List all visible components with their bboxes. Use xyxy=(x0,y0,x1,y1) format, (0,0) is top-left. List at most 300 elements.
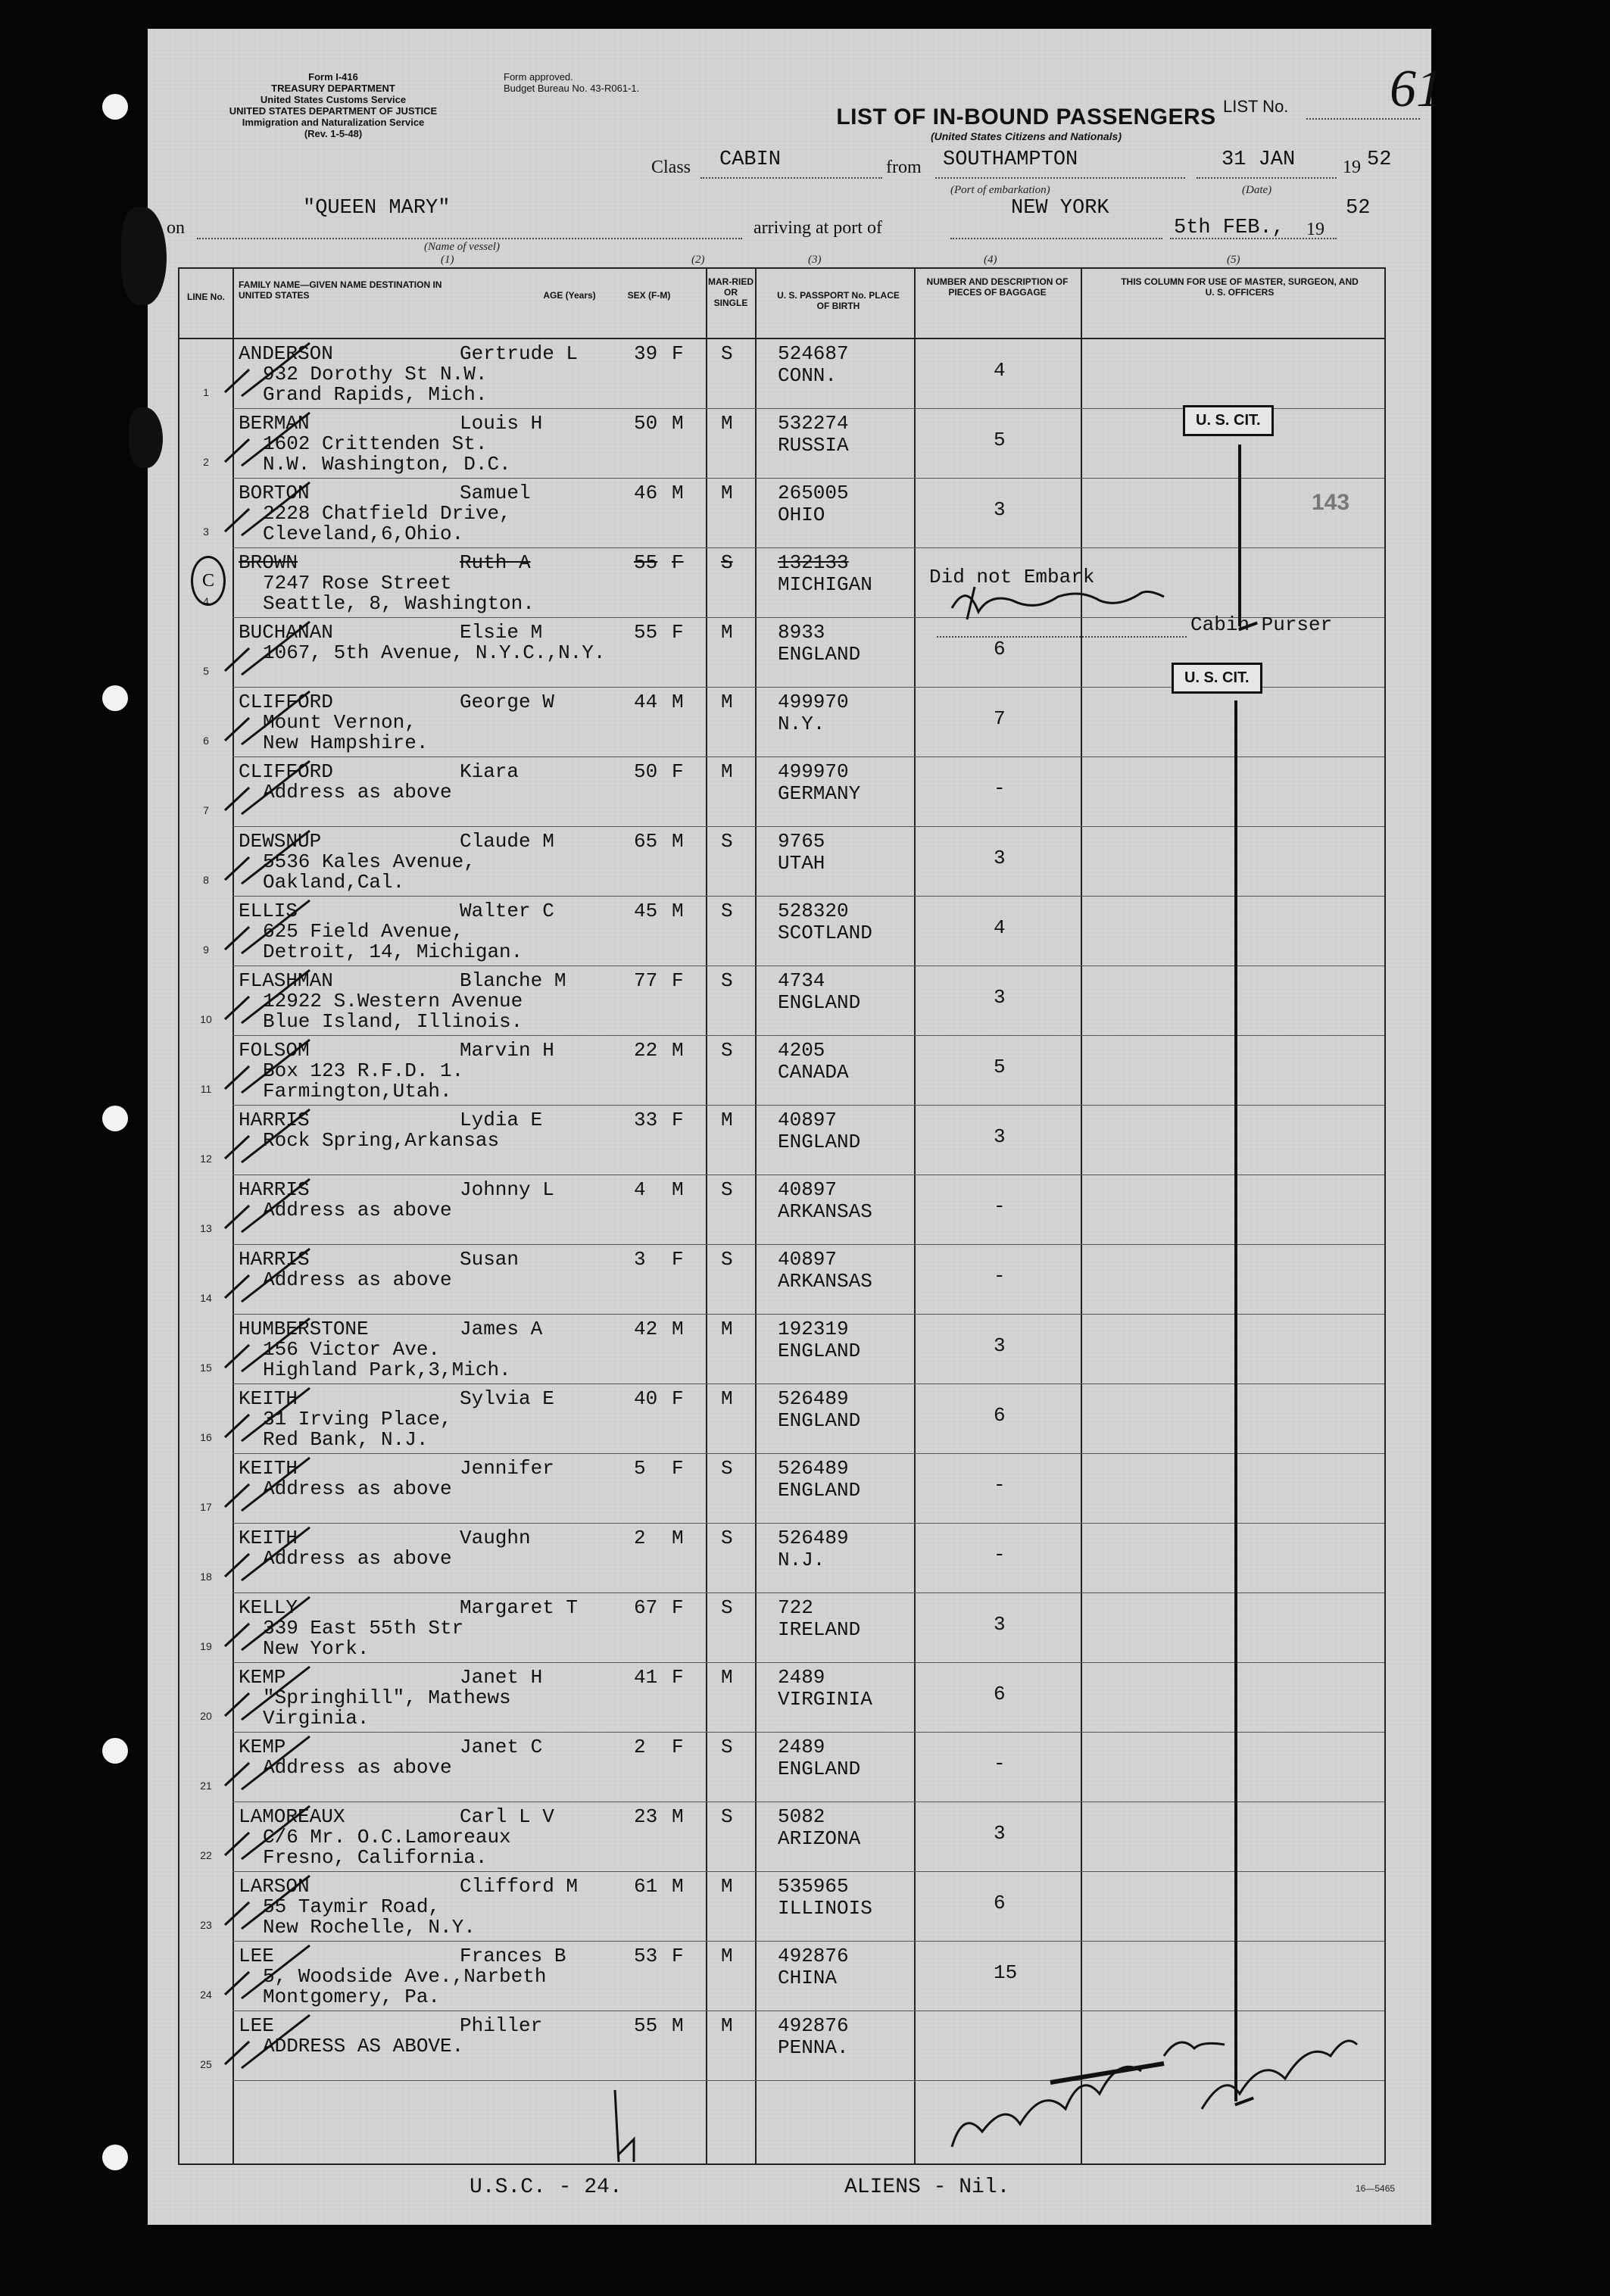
passport-number: 40897 xyxy=(778,1109,838,1131)
address-line: Address as above xyxy=(263,1756,452,1779)
circled-mark: C xyxy=(191,556,226,606)
baggage-count: 5 xyxy=(994,1056,1006,1078)
check-mark xyxy=(219,1175,332,1245)
marital-status: S xyxy=(721,830,733,853)
sex-value: F xyxy=(672,969,684,992)
revision-line: (Rev. 1-5-48) xyxy=(304,128,363,139)
family-name: KEITH xyxy=(239,1387,298,1410)
age-value: 39 xyxy=(634,342,658,365)
baggage-count: 3 xyxy=(994,1334,1006,1357)
family-name: BROWN xyxy=(239,551,298,574)
passport-number: 526489 xyxy=(778,1527,849,1549)
marital-status: S xyxy=(721,1178,733,1201)
col-married: MAR-RIED OR SINGLE xyxy=(708,276,754,308)
age-value: 50 xyxy=(634,760,658,783)
check-mark xyxy=(219,1524,332,1593)
family-name: BERMAN xyxy=(239,412,310,435)
line-number: 18 xyxy=(200,1571,212,1583)
sex-value: F xyxy=(672,760,684,783)
table-row xyxy=(179,1036,1384,1106)
marital-status: M xyxy=(721,760,733,783)
check-mark xyxy=(219,479,332,548)
list-no-label: LIST No. xyxy=(1223,97,1289,116)
agency-line: Immigration and Naturalization Service xyxy=(242,117,425,128)
column-number: (1) xyxy=(441,254,454,266)
check-mark xyxy=(219,1663,332,1733)
address-line: New Hampshire. xyxy=(263,732,429,754)
baggage-count: 3 xyxy=(994,847,1006,869)
baggage-count: 3 xyxy=(994,498,1006,521)
marital-status: M xyxy=(721,1666,733,1689)
place-of-birth: IRELAND xyxy=(778,1618,861,1641)
address-line: Box 123 R.F.D. 1. xyxy=(263,1059,464,1082)
sex-value: F xyxy=(672,551,684,574)
table-row xyxy=(179,1106,1384,1175)
column-number: (5) xyxy=(1227,254,1240,266)
col-name: FAMILY NAME—GIVEN NAME DESTINATION IN UNITED STATES xyxy=(239,279,442,301)
given-name: Vaughn xyxy=(460,1527,531,1549)
passport-number: 4734 xyxy=(778,969,825,992)
place-of-birth: N.J. xyxy=(778,1549,825,1571)
place-of-birth: OHIO xyxy=(778,504,825,526)
col-baggage: NUMBER AND DESCRIPTION OF PIECES OF BAGGAGE xyxy=(926,276,1069,298)
check-mark xyxy=(219,897,332,966)
given-name: Gertrude L xyxy=(460,342,579,365)
dotted-line xyxy=(700,177,882,179)
age-value: 23 xyxy=(634,1805,658,1828)
form-code: 16—5465 xyxy=(1356,2183,1396,2194)
line-number: 23 xyxy=(200,1919,212,1931)
place-of-birth: ARKANSAS xyxy=(778,1200,872,1223)
age-value: 50 xyxy=(634,412,658,435)
line-number: 9 xyxy=(203,944,209,956)
year-prefix: 19 xyxy=(1306,220,1325,239)
age-value: 46 xyxy=(634,482,658,504)
sex-value: F xyxy=(672,1945,684,1967)
sex-value: M xyxy=(672,1318,684,1340)
check-mark xyxy=(219,1942,332,2011)
family-name: FOLSOM xyxy=(239,1039,310,1062)
given-name: Janet C xyxy=(460,1736,543,1758)
marital-status: S xyxy=(721,1527,733,1549)
col-line-no: LINE No. xyxy=(187,292,225,302)
table-row xyxy=(179,966,1384,1036)
check-mark xyxy=(219,1733,332,1802)
sex-value: M xyxy=(672,1039,684,1062)
cabin-purser-label: Cabin Purser xyxy=(1190,613,1333,636)
col-passport: U. S. PASSPORT No. PLACE OF BIRTH xyxy=(777,290,900,311)
marital-status: S xyxy=(721,1805,733,1828)
passport-number: 524687 xyxy=(778,342,849,365)
place-of-birth: CANADA xyxy=(778,1061,849,1084)
place-of-birth: CHINA xyxy=(778,1967,838,1989)
check-mark xyxy=(219,757,332,827)
marital-status: S xyxy=(721,969,733,992)
given-name: Sylvia E xyxy=(460,1387,554,1410)
table-row xyxy=(179,1942,1384,2011)
passport-number: 40897 xyxy=(778,1178,838,1201)
address-line: Virginia. xyxy=(263,1707,370,1730)
age-value: 5 xyxy=(634,1457,646,1480)
baggage-count: 5 xyxy=(994,429,1006,451)
place-of-birth: ENGLAND xyxy=(778,1758,861,1780)
marital-status: S xyxy=(721,1596,733,1619)
place-of-birth: GERMANY xyxy=(778,782,861,805)
vessel-name: "QUEEN MARY" xyxy=(303,197,451,220)
family-name: KEMP xyxy=(239,1666,286,1689)
column-number: (2) xyxy=(691,254,705,266)
address-line: Rock Spring,Arkansas xyxy=(263,1129,500,1152)
passport-number: 265005 xyxy=(778,482,849,504)
age-value: 40 xyxy=(634,1387,658,1410)
passport-number: 2489 xyxy=(778,1666,825,1689)
baggage-count: 6 xyxy=(994,1683,1006,1705)
caption: (Name of vessel) xyxy=(424,241,500,253)
age-value: 22 xyxy=(634,1039,658,1062)
place-of-birth: ENGLAND xyxy=(778,1340,861,1362)
punch-mark xyxy=(121,207,167,305)
address-line: 625 Field Avenue, xyxy=(263,920,464,943)
passport-number: 4205 xyxy=(778,1039,825,1062)
given-name: Janet H xyxy=(460,1666,543,1689)
family-name: HUMBERSTONE xyxy=(239,1318,369,1340)
arriving-label: arriving at port of xyxy=(754,218,882,238)
line-number: 24 xyxy=(200,1989,212,2001)
given-name: Jennifer xyxy=(460,1457,554,1480)
caption: (Port of embarkation) xyxy=(950,184,1050,196)
family-name: FLASHMAN xyxy=(239,969,333,992)
family-name: KELLY xyxy=(239,1596,298,1619)
age-value: 53 xyxy=(634,1945,658,1967)
table-row xyxy=(179,1175,1384,1245)
baggage-count: 6 xyxy=(994,1892,1006,1914)
table-row xyxy=(179,548,1384,618)
baggage-count: - xyxy=(994,777,1006,800)
line-number: 5 xyxy=(203,665,209,677)
form-agency-block xyxy=(167,71,500,139)
punch-mark xyxy=(129,407,163,468)
check-mark xyxy=(219,1036,332,1106)
dotted-line xyxy=(197,238,742,239)
table-row xyxy=(179,1315,1384,1384)
title-text: LIST OF IN-BOUND PASSENGERS xyxy=(836,105,1216,129)
table-row xyxy=(179,757,1384,827)
age-value: 65 xyxy=(634,830,658,853)
arrival-date: 5th FEB., xyxy=(1174,217,1284,239)
line-number: 12 xyxy=(200,1153,212,1165)
marital-status: S xyxy=(721,900,733,922)
baggage-count: 3 xyxy=(994,986,1006,1009)
family-name: ELLIS xyxy=(239,900,298,922)
sex-value: M xyxy=(672,412,684,435)
address-line: 1602 Crittenden St. xyxy=(263,432,488,455)
line-number: 16 xyxy=(200,1431,212,1443)
given-name: Elsie M xyxy=(460,621,543,644)
address-line: 5, Woodside Ave.,Narbeth xyxy=(263,1965,547,1988)
check-mark xyxy=(219,409,332,479)
dotted-line xyxy=(1197,177,1337,179)
address-line: New Rochelle, N.Y. xyxy=(263,1916,476,1939)
arrival-year: 52 xyxy=(1346,197,1371,220)
address-line: Montgomery, Pa. xyxy=(263,1986,441,2008)
col-sex: SEX (F-M) xyxy=(627,290,671,301)
family-name: KEITH xyxy=(239,1457,298,1480)
purser-signature xyxy=(944,578,1172,631)
place-of-birth: ARIZONA xyxy=(778,1827,861,1850)
given-name: Louis H xyxy=(460,412,543,435)
age-value: 45 xyxy=(634,900,658,922)
family-name: LAMOREAUX xyxy=(239,1805,345,1828)
place-of-birth: RUSSIA xyxy=(778,434,849,457)
baggage-count: 3 xyxy=(994,1125,1006,1148)
given-name: Johnny L xyxy=(460,1178,554,1201)
year-prefix: 19 xyxy=(1343,158,1361,177)
baggage-count: 7 xyxy=(994,707,1006,730)
passport-number: 532274 xyxy=(778,412,849,435)
table-row xyxy=(179,1593,1384,1663)
us-citizen-stamp: U. S. CIT. xyxy=(1183,405,1274,436)
line-number: 3 xyxy=(203,526,209,538)
address-line: Address as above xyxy=(263,1477,452,1500)
table-row xyxy=(179,1384,1384,1454)
family-name: CLIFFORD xyxy=(239,691,333,713)
family-name: ANDERSON xyxy=(239,342,333,365)
address-line: Address as above xyxy=(263,1199,452,1221)
approval-line: Budget Bureau No. 43-R061-1. xyxy=(504,83,640,94)
check-mark xyxy=(219,618,332,688)
family-name: BUCHANAN xyxy=(239,621,333,644)
place-of-birth: ARKANSAS xyxy=(778,1270,872,1293)
port-of-embarkation: SOUTHAMPTON xyxy=(943,148,1078,171)
manifest-sheet xyxy=(148,29,1443,2225)
age-value: 33 xyxy=(634,1109,658,1131)
age-value: 4 xyxy=(634,1178,646,1201)
line-number: 15 xyxy=(200,1362,212,1374)
address-line: Oakland,Cal. xyxy=(263,871,405,894)
check-mark xyxy=(219,1315,332,1384)
passport-number: 132133 xyxy=(778,551,849,574)
check-mark xyxy=(219,1872,332,1942)
table-row xyxy=(179,479,1384,548)
address-line: Highland Park,3,Mich. xyxy=(263,1359,511,1381)
place-of-birth: ENGLAND xyxy=(778,643,861,666)
address-line: Seattle, 8, Washington. xyxy=(263,592,535,615)
line-number: 17 xyxy=(200,1501,212,1513)
sex-value: M xyxy=(672,900,684,922)
given-name: Carl L V xyxy=(460,1805,554,1828)
address-line: ADDRESS AS ABOVE. xyxy=(263,2035,464,2057)
sex-value: F xyxy=(672,1387,684,1410)
officer-bracket-line xyxy=(1234,700,1237,2101)
line-number: 19 xyxy=(200,1640,212,1652)
baggage-count: - xyxy=(994,1543,1006,1566)
given-name: Ruth A xyxy=(460,551,531,574)
given-name: George W xyxy=(460,691,554,713)
embarkation-date: 31 JAN xyxy=(1222,148,1296,171)
baggage-count: 3 xyxy=(994,1613,1006,1636)
line-number: 10 xyxy=(200,1013,212,1025)
age-value: 44 xyxy=(634,691,658,713)
given-name: Samuel xyxy=(460,482,531,504)
address-line: 5536 Kales Avenue, xyxy=(263,850,476,873)
marital-status: M xyxy=(721,1387,733,1410)
check-mark xyxy=(219,339,332,409)
handwritten-tick xyxy=(604,2086,649,2170)
table-row xyxy=(179,1454,1384,1524)
address-line: Cleveland,6,Ohio. xyxy=(263,523,464,545)
marital-status: M xyxy=(721,621,733,644)
passport-number: 499970 xyxy=(778,760,849,783)
place-of-birth: ENGLAND xyxy=(778,991,861,1014)
address-line: New York. xyxy=(263,1637,370,1660)
passenger-table xyxy=(178,267,1386,2165)
line-number: 20 xyxy=(200,1710,212,1722)
line-number: 11 xyxy=(200,1083,212,1095)
passport-number: 492876 xyxy=(778,2014,849,2037)
passport-number: 492876 xyxy=(778,1945,849,1967)
address-line: Detroit, 14, Michigan. xyxy=(263,941,523,963)
line-number: 22 xyxy=(200,1849,212,1861)
given-name: Susan xyxy=(460,1248,520,1271)
address-line: 55 Taymir Road, xyxy=(263,1895,441,1918)
check-mark xyxy=(219,688,332,757)
given-name: Philler xyxy=(460,2014,543,2037)
table-row xyxy=(179,897,1384,966)
passport-number: 528320 xyxy=(778,900,849,922)
age-value: 55 xyxy=(634,621,658,644)
place-of-birth: UTAH xyxy=(778,852,825,875)
address-line: Grand Rapids, Mich. xyxy=(263,383,488,406)
binder-hole xyxy=(102,1738,128,1764)
column-number: (4) xyxy=(984,254,997,266)
on-label: on xyxy=(167,218,185,238)
address-line: Address as above xyxy=(263,1268,452,1291)
place-of-birth: CONN. xyxy=(778,364,838,387)
marital-status: M xyxy=(721,2014,733,2037)
line-number: 25 xyxy=(200,2058,212,2070)
age-value: 61 xyxy=(634,1875,658,1898)
place-of-birth: N.Y. xyxy=(778,713,825,735)
passport-number: 722 xyxy=(778,1596,813,1619)
address-line: 339 East 55th Str xyxy=(263,1617,464,1639)
check-mark xyxy=(219,827,332,897)
address-line: Address as above xyxy=(263,781,452,803)
check-mark xyxy=(219,1593,332,1663)
binder-hole xyxy=(102,94,128,120)
family-name: LEE xyxy=(239,1945,274,1967)
form-approval xyxy=(504,71,731,94)
baggage-count: 4 xyxy=(994,916,1006,939)
form-number: Form I-416 xyxy=(308,71,358,83)
officer-bracket-line xyxy=(1238,445,1241,626)
check-mark xyxy=(219,966,332,1036)
baggage-count: 15 xyxy=(994,1961,1018,1984)
address-line: N.W. Washington, D.C. xyxy=(263,453,511,476)
marital-status: S xyxy=(721,1457,733,1480)
sex-value: M xyxy=(672,1527,684,1549)
check-mark xyxy=(219,1245,332,1315)
dotted-line xyxy=(935,177,1185,179)
sex-value: F xyxy=(672,1248,684,1271)
address-line: 156 Victor Ave. xyxy=(263,1338,441,1361)
given-name: Clifford M xyxy=(460,1875,579,1898)
family-name: DEWSNUP xyxy=(239,830,322,853)
address-line: Blue Island, Illinois. xyxy=(263,1010,523,1033)
marital-status: M xyxy=(721,1109,733,1131)
agency-line: United States Customs Service xyxy=(260,94,407,105)
did-not-embark-note: Did not Embark xyxy=(929,566,1095,588)
passport-number: 499970 xyxy=(778,691,849,713)
place-of-birth: VIRGINIA xyxy=(778,1688,872,1711)
binder-hole xyxy=(102,2145,128,2170)
sex-value: M xyxy=(672,2014,684,2037)
baggage-count: 4 xyxy=(994,359,1006,382)
marital-status: S xyxy=(721,551,733,574)
place-of-birth: PENNA. xyxy=(778,2036,849,2059)
address-line: 1067, 5th Avenue, N.Y.C.,N.Y. xyxy=(263,641,606,664)
address-line: 2228 Chatfield Drive, xyxy=(263,502,511,525)
binder-hole xyxy=(102,1106,128,1131)
place-of-birth: ENGLAND xyxy=(778,1479,861,1502)
family-name: HARRIS xyxy=(239,1109,310,1131)
table-row xyxy=(179,1733,1384,1802)
line-number: 21 xyxy=(200,1780,212,1792)
age-value: 42 xyxy=(634,1318,658,1340)
age-value: 2 xyxy=(634,1527,646,1549)
age-value: 41 xyxy=(634,1666,658,1689)
sex-value: M xyxy=(672,691,684,713)
given-name: Lydia E xyxy=(460,1109,543,1131)
marital-status: S xyxy=(721,1736,733,1758)
passport-number: 2489 xyxy=(778,1736,825,1758)
address-line: 31 Irving Place, xyxy=(263,1408,452,1430)
given-name: Walter C xyxy=(460,900,554,922)
family-name: LARSON xyxy=(239,1875,310,1898)
place-of-birth: ENGLAND xyxy=(778,1131,861,1153)
address-line: "Springhill", Mathews xyxy=(263,1686,511,1709)
line-number: 1 xyxy=(203,386,209,398)
baggage-count: 6 xyxy=(994,638,1006,660)
check-mark xyxy=(219,1802,332,1872)
signature-line xyxy=(937,636,1187,638)
table-row xyxy=(179,1872,1384,1942)
marital-status: S xyxy=(721,1248,733,1271)
age-value: 67 xyxy=(634,1596,658,1619)
address-line: 932 Dorothy St N.W. xyxy=(263,363,488,385)
baggage-count: 3 xyxy=(994,1822,1006,1845)
col-age: AGE (Years) xyxy=(543,290,596,301)
given-name: Marvin H xyxy=(460,1039,554,1062)
class-label: Class xyxy=(651,158,691,177)
family-name: BORTON xyxy=(239,482,310,504)
agency-line: TREASURY DEPARTMENT xyxy=(271,83,395,94)
arrival-port: NEW YORK xyxy=(1011,197,1109,220)
approval-line: Form approved. xyxy=(504,71,573,83)
table-row xyxy=(179,688,1384,757)
check-mark xyxy=(219,2011,332,2081)
table-row xyxy=(179,1245,1384,1315)
table-row xyxy=(179,339,1384,409)
check-mark xyxy=(219,1106,332,1175)
given-name: Claude M xyxy=(460,830,554,853)
passport-number: 526489 xyxy=(778,1387,849,1410)
marital-status: M xyxy=(721,1945,733,1967)
given-name: Blanche M xyxy=(460,969,566,992)
baggage-count: - xyxy=(994,1265,1006,1287)
marital-status: M xyxy=(721,482,733,504)
address-line: 7247 Rose Street xyxy=(263,572,452,594)
embarkation-year: 52 xyxy=(1367,148,1392,171)
